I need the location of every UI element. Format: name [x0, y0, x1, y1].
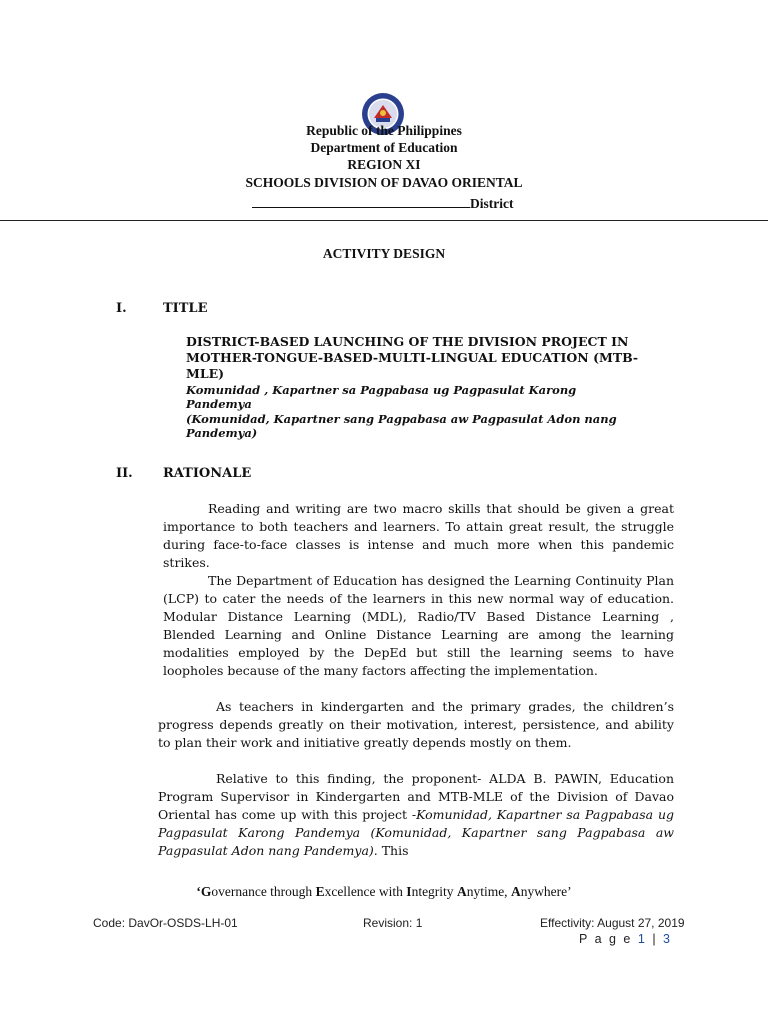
subtitle-line: Pandemya — [186, 397, 252, 411]
section-2-title: RATIONALE — [163, 466, 252, 481]
project-title-line: MLE) — [186, 366, 225, 381]
document-title: ACTIVITY DESIGN — [322, 246, 446, 261]
paragraph-text: Relative to this finding, the proponent- ALDA B. PAWIN, Education Program Supervisor in Kindergarten and MTB-MLE of the Division of Davao Oriental has come up with this project - — [158, 771, 674, 822]
motto: ‘Governance through Excellence with Integrity Anytime, Anywhere’ — [196, 884, 572, 899]
subtitle-line: Komunidad , Kapartner sa Pagpabasa ug Pagpasulat Karong — [186, 383, 577, 397]
district-blank — [252, 193, 470, 208]
rationale-paragraph-2: The Department of Education has designed the Learning Continuity Plan (LCP) to cater the needs of the learners in this new normal way of education. Modular Distance Learning (MDL), Radio/TV Based Distance Learning , Blended Learning and Online Distance Learning are among the learning modalities employed by the DepEd but still the learning seems to have loopholes because of the many factors affecting the implementation. — [163, 573, 674, 678]
rationale-paragraph-3: As teachers in kindergarten and the primary grades, the children’s progress depends greatly on their motivation, interest, persistence, and ability to plan their work and initiative greatly depends mostly on them. — [158, 699, 674, 750]
section-1-title: TITLE — [163, 301, 208, 316]
project-name-italic: Komunidad, Kapartner sa Pagpabasa ug Pagpasulat Karong Pandemya (Komunidad, Kapartner sang Pagpabasa aw Pagpasulat Adon nang Pandemya). — [158, 807, 675, 858]
header-region: REGION XI — [347, 157, 421, 172]
header-division: SCHOOLS DIVISION OF DAVAO ORIENTAL — [245, 175, 523, 190]
district-label: District — [470, 196, 514, 211]
footer-revision: Revision: 1 — [363, 916, 423, 930]
rationale-paragraph-1: Reading and writing are two macro skills that should be given a great importance to both teachers and learners. To attain great result, the struggle during face-to-face classes is intense and much more when this pandemic strikes. — [163, 501, 674, 570]
section-2-number: II. — [116, 466, 133, 481]
page-number: P a g e 1 | 3 — [579, 932, 672, 946]
header-republic: Republic of the Philippines — [306, 123, 462, 138]
section-1-number: I. — [116, 301, 127, 316]
footer-code: Code: DavOr-OSDS-LH-01 — [93, 916, 238, 930]
header-divider — [0, 220, 768, 221]
header-department: Department of Education — [310, 140, 458, 155]
paragraph-text: This — [377, 843, 409, 858]
project-subtitle-local — [186, 412, 666, 440]
footer-effectivity: Effectivity: August 27, 2019 — [540, 916, 685, 930]
district-field — [252, 193, 522, 212]
project-subtitle-cebuano — [186, 383, 666, 411]
rationale-paragraph-4 — [158, 770, 674, 860]
subtitle-line: Pandemya) — [186, 426, 258, 440]
project-title-line: MOTHER-TONGUE-BASED-MULTI-LINGUAL EDUCATION (MTB- — [186, 350, 639, 365]
project-title — [186, 334, 656, 382]
project-title-line: DISTRICT-BASED LAUNCHING OF THE DIVISION PROJECT IN — [186, 334, 629, 349]
subtitle-line: (Komunidad, Kapartner sang Pagpabasa aw Pagpasulat Adon nang — [186, 412, 617, 426]
